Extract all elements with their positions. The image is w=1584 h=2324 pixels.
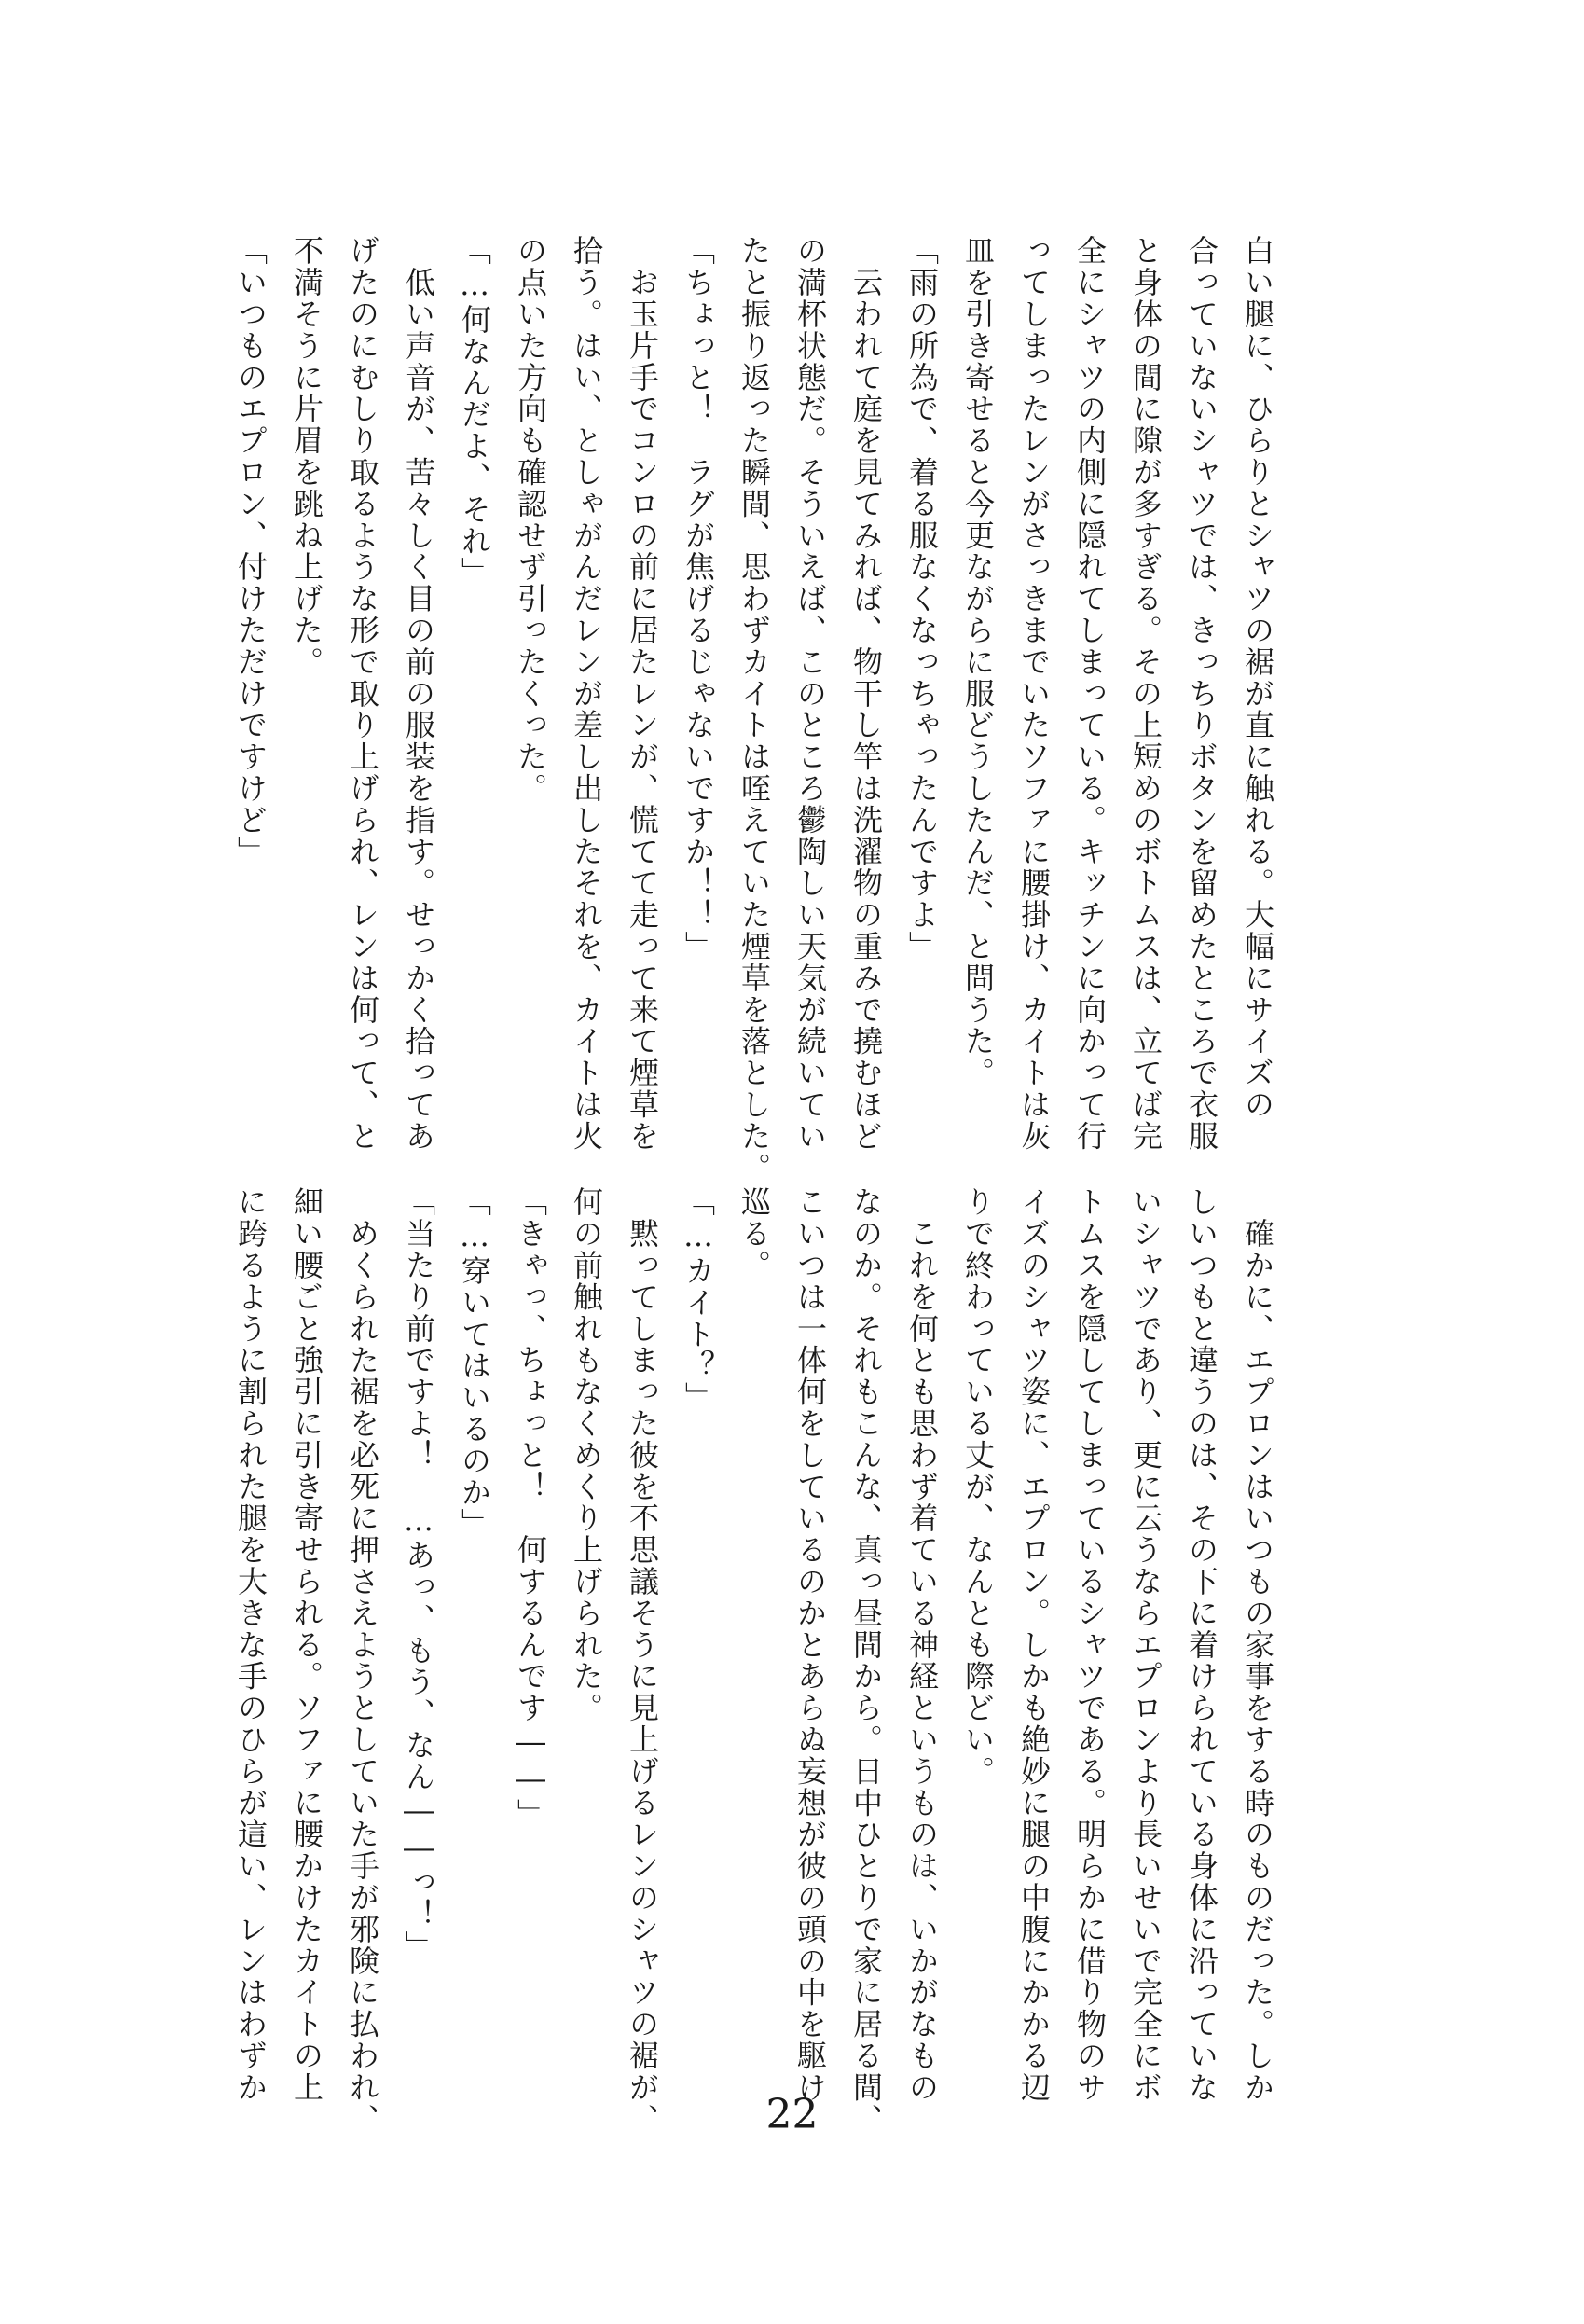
text-column: たと振り返った瞬間、思わずカイトは咥えていた煙草を落とした。 <box>737 235 772 1183</box>
upper-text-block <box>223 235 1286 1183</box>
text-column: 巡る。 <box>737 1186 772 1281</box>
text-column: 不満そうに片眉を跳ね上げた。 <box>289 235 324 678</box>
text-column: 「ちょっと！ ラグが焦げるじゃないですか！！」 <box>681 235 716 962</box>
text-column: 「…何なんだよ、それ」 <box>457 235 492 588</box>
text-column: 全にシャツの内側に隠れてしまっている。キッチンに向かって行 <box>1072 235 1108 1153</box>
text-column: と身体の間に隙が多すぎる。その上短めのボトムスは、立てば完 <box>1128 235 1164 1153</box>
text-column: りで終わっている丈が、なんとも際どい。 <box>960 1186 996 1788</box>
text-column: 「いつものエプロン、付けただけですけど」 <box>233 235 269 867</box>
text-column: いシャツであり、更に云うならエプロンより長いせいで完全にボ <box>1128 1186 1164 2104</box>
text-column: 細い腰ごと強引に引き寄せられる。ソファに腰かけたカイトの上 <box>289 1186 324 2104</box>
text-column: 確かに、エプロンはいつもの家事をする時のものだった。しか <box>1240 1186 1275 2104</box>
text-column: 「雨の所為で、着る服なくなっちゃったんですよ」 <box>904 235 940 962</box>
text-column: ってしまったレンがさっきまでいたソファに腰掛け、カイトは灰 <box>1016 235 1052 1153</box>
text-column: 「…カイト？」 <box>681 1186 716 1414</box>
text-column: げたのにむしり取るような形で取り上げられ、レンは何って、と <box>345 235 380 1153</box>
text-column: これを何とも思わず着ている神経というものは、いかがなもの <box>904 1186 940 2104</box>
text-column: 黙ってしまった彼を不思議そうに見上げるレンのシャツの裾が、 <box>625 1186 660 2135</box>
text-column: 「…穿いてはいるのか」 <box>457 1186 492 1540</box>
text-column: 合っていないシャツでは、きっちりボタンを留めたところで衣服 <box>1184 235 1219 1153</box>
text-column: の満杯状態だ。そういえば、このところ鬱陶しい天気が続いてい <box>792 235 828 1153</box>
text-column: に跨るように割られた腿を大きな手のひらが這い、レンはわずか <box>233 1186 269 2104</box>
text-column: 皿を引き寄せると今更ながらに服どうしたんだ、と問うた。 <box>960 235 996 1089</box>
text-column: 云われて庭を見てみれば、物干し竿は洗濯物の重みで撓むほど <box>848 235 884 1153</box>
text-column: トムスを隠してしまっているシャツである。明らかに借り物のサ <box>1072 1186 1108 2104</box>
text-column: の点いた方向も確認せず引ったくった。 <box>513 235 548 805</box>
text-column: 何の前触れもなくめくり上げられた。 <box>569 1186 604 1724</box>
text-column: めくられた裾を必死に押さえようとしていた手が邪険に払われ、 <box>345 1186 380 2135</box>
text-column: なのか。それもこんな、真っ昼間から。日中ひとりで家に居る間、 <box>848 1186 884 2135</box>
text-column: イズのシャツ姿に、エプロン。しかも絶妙に腿の中腹にかかる辺 <box>1016 1186 1052 2104</box>
text-column: しいつもと違うのは、その下に着けられている身体に沿っていな <box>1184 1186 1219 2104</box>
text-column: 白い腿に、ひらりとシャツの裾が直に触れる。大幅にサイズの <box>1240 235 1275 1121</box>
text-column: 拾う。はい、としゃがんだレンが差し出したそれを、カイトは火 <box>569 235 604 1153</box>
text-column: 低い声音が、苦々しく目の前の服装を指す。せっかく拾ってあ <box>401 235 436 1153</box>
page-number: 22 <box>765 2091 819 2138</box>
text-column: こいつは一体何をしているのかとあらぬ妄想が彼の頭の中を駆け <box>792 1186 828 2104</box>
text-column: お玉片手でコンロの前に居たレンが、慌てて走って来て煙草を <box>625 235 660 1153</box>
text-column: 「きゃっ、ちょっと！ 何するんです――」 <box>513 1186 548 1830</box>
text-column: 「当たり前ですよ！ …あっ、もう、なん――っ！」 <box>401 1186 436 1962</box>
